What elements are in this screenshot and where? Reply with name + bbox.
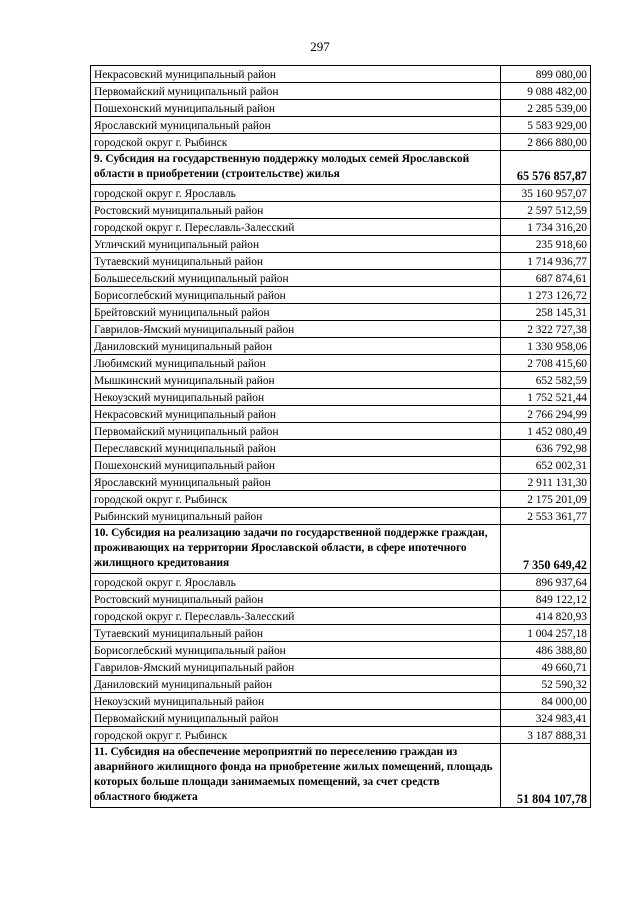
municipality-name: Даниловский муниципальный район: [91, 676, 501, 693]
municipality-name: городской округ г. Ярославль: [91, 185, 501, 202]
section-title: 10. Субсидия на реализацию задачи по государственной поддержке граждан, проживающих на территории Ярославской области, в сфере ипотечного жилищного кредитования: [91, 525, 501, 574]
subsidy-amount: 687 874,61: [501, 270, 591, 287]
table-row: [91, 253, 591, 270]
subsidy-amount: 1 330 958,06: [501, 338, 591, 355]
table-row: [91, 372, 591, 389]
municipality-name: Гаврилов-Ямский муниципальный район: [91, 321, 501, 338]
table-row: [91, 185, 591, 202]
subsidy-amount: 258 145,31: [501, 304, 591, 321]
municipality-name: Некрасовский муниципальный район: [91, 406, 501, 423]
subsidy-amount: 1 004 257,18: [501, 625, 591, 642]
subsidy-amount: 896 937,64: [501, 574, 591, 591]
page-number: 297: [310, 39, 330, 54]
subsidy-allocation-table: [90, 65, 591, 808]
subsidy-amount: 1 452 080,49: [501, 423, 591, 440]
table-row: [91, 727, 591, 744]
subsidy-amount: 486 388,80: [501, 642, 591, 659]
table-row: [91, 304, 591, 321]
municipality-name: Некоузский муниципальный район: [91, 389, 501, 406]
municipality-name: городской округ г. Рыбинск: [91, 491, 501, 508]
municipality-name: Тутаевский муниципальный район: [91, 625, 501, 642]
subsidy-amount: 2 597 512,59: [501, 202, 591, 219]
table-row: [91, 219, 591, 236]
municipality-name: Первомайский муниципальный район: [91, 83, 501, 100]
municipality-name: Брейтовский муниципальный район: [91, 304, 501, 321]
table-row: [91, 676, 591, 693]
table-row: [91, 83, 591, 100]
subsidy-amount: 652 002,31: [501, 457, 591, 474]
subsidy-amount: 2 708 415,60: [501, 355, 591, 372]
municipality-name: Мышкинский муниципальный район: [91, 372, 501, 389]
section-total-amount: 65 576 857,87: [501, 151, 591, 185]
subsidy-amount: 235 918,60: [501, 236, 591, 253]
table-row: [91, 508, 591, 525]
subsidy-amount: 1 714 936,77: [501, 253, 591, 270]
municipality-name: городской округ г. Ярославль: [91, 574, 501, 591]
table-row: [91, 440, 591, 457]
table-row: [91, 642, 591, 659]
municipality-name: Пошехонский муниципальный район: [91, 457, 501, 474]
subsidy-amount: 9 088 482,00: [501, 83, 591, 100]
municipality-name: Любимский муниципальный район: [91, 355, 501, 372]
section-title: 11. Субсидия на обеспечение мероприятий по переселению граждан из аварийного жилищного фонда на приобретение жилых помещений, площадь которых больше площади занимаемых помещений, за счет средств областного бюджета: [91, 744, 501, 808]
municipality-name: Первомайский муниципальный район: [91, 710, 501, 727]
subsidy-amount: 84 000,00: [501, 693, 591, 710]
table-row: [91, 474, 591, 491]
table-row: [91, 355, 591, 372]
subsidy-amount: 49 660,71: [501, 659, 591, 676]
table-row: [91, 491, 591, 508]
subsidy-amount: 414 820,93: [501, 608, 591, 625]
table-row: [91, 710, 591, 727]
municipality-name: Переславский муниципальный район: [91, 440, 501, 457]
municipality-name: Ярославский муниципальный район: [91, 474, 501, 491]
section-header-row: [91, 525, 591, 574]
municipality-name: городской округ г. Переславль-Залесский: [91, 608, 501, 625]
subsidy-amount: 35 160 957,07: [501, 185, 591, 202]
municipality-name: городской округ г. Рыбинск: [91, 727, 501, 744]
municipality-name: Даниловский муниципальный район: [91, 338, 501, 355]
table-row: [91, 423, 591, 440]
subsidy-amount: 849 122,12: [501, 591, 591, 608]
table-row: [91, 338, 591, 355]
municipality-name: Тутаевский муниципальный район: [91, 253, 501, 270]
table-row: [91, 389, 591, 406]
section-total-amount: 7 350 649,42: [501, 525, 591, 574]
subsidy-amount: 5 583 929,00: [501, 117, 591, 134]
municipality-name: Ярославский муниципальный район: [91, 117, 501, 134]
subsidy-amount: 2 175 201,09: [501, 491, 591, 508]
table-row: [91, 202, 591, 219]
subsidy-amount: 2 322 727,38: [501, 321, 591, 338]
municipality-name: Гаврилов-Ямский муниципальный район: [91, 659, 501, 676]
municipality-name: Большесельский муниципальный район: [91, 270, 501, 287]
table-row: [91, 117, 591, 134]
subsidy-amount: 2 911 131,30: [501, 474, 591, 491]
table-row: [91, 270, 591, 287]
table-row: [91, 287, 591, 304]
table-row: [91, 406, 591, 423]
table-row: [91, 236, 591, 253]
subsidy-amount: 2 766 294,99: [501, 406, 591, 423]
table-row: [91, 321, 591, 338]
subsidy-amount: 1 734 316,20: [501, 219, 591, 236]
subsidy-amount: 2 866 880,00: [501, 134, 591, 151]
municipality-name: Пошехонский муниципальный район: [91, 100, 501, 117]
subsidy-amount: 1 752 521,44: [501, 389, 591, 406]
subsidy-amount: 2 553 361,77: [501, 508, 591, 525]
subsidy-amount: 636 792,98: [501, 440, 591, 457]
subsidy-amount: 3 187 888,31: [501, 727, 591, 744]
section-header-row: [91, 151, 591, 185]
subsidy-amount: 899 080,00: [501, 66, 591, 83]
municipality-name: Угличский муниципальный район: [91, 236, 501, 253]
municipality-name: Некоузский муниципальный район: [91, 693, 501, 710]
table-row: [91, 693, 591, 710]
municipality-name: Ростовский муниципальный район: [91, 591, 501, 608]
table-row: [91, 625, 591, 642]
table-row: [91, 608, 591, 625]
table-row: [91, 134, 591, 151]
subsidy-amount: 1 273 126,72: [501, 287, 591, 304]
municipality-name: Ростовский муниципальный район: [91, 202, 501, 219]
municipality-name: Борисоглебский муниципальный район: [91, 642, 501, 659]
table-row: [91, 574, 591, 591]
subsidy-amount: 652 582,59: [501, 372, 591, 389]
table-row: [91, 457, 591, 474]
subsidy-amount: 2 285 539,00: [501, 100, 591, 117]
table-row: [91, 591, 591, 608]
subsidy-amount: 52 590,32: [501, 676, 591, 693]
section-total-amount: 51 804 107,78: [501, 744, 591, 808]
table-row: [91, 659, 591, 676]
table-row: [91, 100, 591, 117]
subsidy-amount: 324 983,41: [501, 710, 591, 727]
table-body: [91, 66, 591, 808]
section-title: 9. Субсидия на государственную поддержку молодых семей Ярославской области в приобретении (строительстве) жилья: [91, 151, 501, 185]
table-row: [91, 66, 591, 83]
municipality-name: городской округ г. Переславль-Залесский: [91, 219, 501, 236]
municipality-name: Первомайский муниципальный район: [91, 423, 501, 440]
municipality-name: городской округ г. Рыбинск: [91, 134, 501, 151]
municipality-name: Борисоглебский муниципальный район: [91, 287, 501, 304]
municipality-name: Некрасовский муниципальный район: [91, 66, 501, 83]
section-header-row: [91, 744, 591, 808]
municipality-name: Рыбинский муниципальный район: [91, 508, 501, 525]
